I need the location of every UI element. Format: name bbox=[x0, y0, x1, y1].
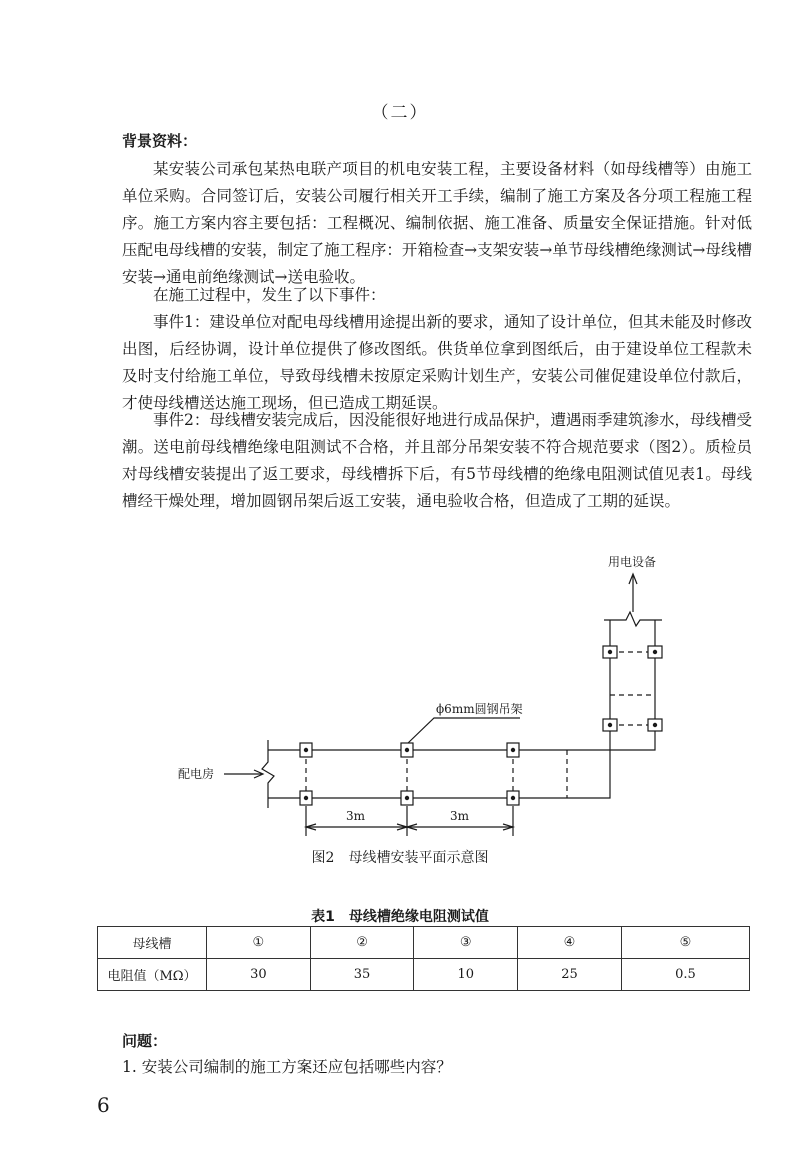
table-row bbox=[98, 959, 750, 991]
paragraph-event-2: 事件2：母线槽安装完成后，因没能很好地进行成品保护，遭遇雨季建筑渗水，母线槽受潮。送电前母线槽绝缘电阻测试不合格，并且部分吊架安装不符合规范要求（图2）。质检员对母线槽安装提出了返工要求，母线槽拆下后，有5节母线槽的绝缘电阻测试值见表1。母线槽经干燥处理，增加圆钢吊架后返工安装，通电验收合格，但造成了工期的延误。 bbox=[122, 411, 752, 510]
busway-plan-diagram bbox=[0, 540, 800, 880]
dimension-label-1: 3m bbox=[346, 809, 366, 823]
table-title: 表1 母线槽绝缘电阻测试值 bbox=[311, 909, 489, 925]
table-cell: 10 bbox=[414, 959, 518, 991]
page-number: 6 bbox=[97, 1093, 110, 1117]
table-row bbox=[98, 927, 750, 959]
column-header: ① bbox=[207, 927, 311, 959]
table-cell: 25 bbox=[518, 959, 622, 991]
table-cell: 0.5 bbox=[621, 959, 749, 991]
label-distribution-room: 配电房 bbox=[178, 767, 215, 781]
paragraph-background: 某安装公司承包某热电联产项目的机电安装工程，主要设备材料（如母线槽等）由施工单位采购。合同签订后，安装公司履行相关开工手续，编制了施工方案及各分项工程施工程序。施工方案内容主要包括：工程概况、编制依据、施工准备、质量安全保证措施。针对低压配电母线槽的安装，制定了施工程序：开箱检查→支架安装→单节母线槽绝缘测试→母线槽安装→通电前绝缘测试→送电验收。 bbox=[122, 160, 752, 286]
figure-caption: 图2 母线槽安装平面示意图 bbox=[311, 850, 489, 866]
column-header: ④ bbox=[518, 927, 622, 959]
background-heading: 背景资料： bbox=[122, 132, 198, 150]
label-hanger: ϕ6mm圆钢吊架 bbox=[436, 702, 523, 716]
column-header: ② bbox=[310, 927, 414, 959]
insulation-resistance-table bbox=[97, 926, 750, 991]
hanger-leader bbox=[407, 718, 520, 744]
dimension-label-2: 3m bbox=[450, 809, 470, 823]
paragraph-event-1: 事件1：建设单位对配电母线槽用途提出新的要求，通知了设计单位，但其未能及时修改出图，后经协调，设计单位提供了修改图纸。供货单位拿到图纸后，由于建设单位工程款未及时支付给施工单位，导致母线槽未按原定采购计划生产，安装公司催促建设单位付款后，才使母线槽送达施工现场，但已造成工期延误。 bbox=[122, 313, 752, 412]
break-mark-top bbox=[604, 612, 662, 626]
table-cell: 30 bbox=[207, 959, 311, 991]
paragraph-events-intro: 在施工过程中，发生了以下事件： bbox=[153, 286, 386, 304]
table-cell: 35 bbox=[310, 959, 414, 991]
section-title: （二） bbox=[371, 103, 429, 123]
questions-heading: 问题： bbox=[122, 1032, 168, 1050]
label-equipment: 用电设备 bbox=[608, 555, 657, 569]
row-header-resistance: 电阻值（MΩ） bbox=[98, 959, 207, 991]
busway-outer-edge bbox=[268, 620, 655, 750]
column-header: ⑤ bbox=[621, 927, 749, 959]
row-header-busway: 母线槽 bbox=[98, 927, 207, 959]
column-header: ③ bbox=[414, 927, 518, 959]
question-item: 1. 安装公司编制的施工方案还应包括哪些内容？ bbox=[122, 1058, 452, 1076]
